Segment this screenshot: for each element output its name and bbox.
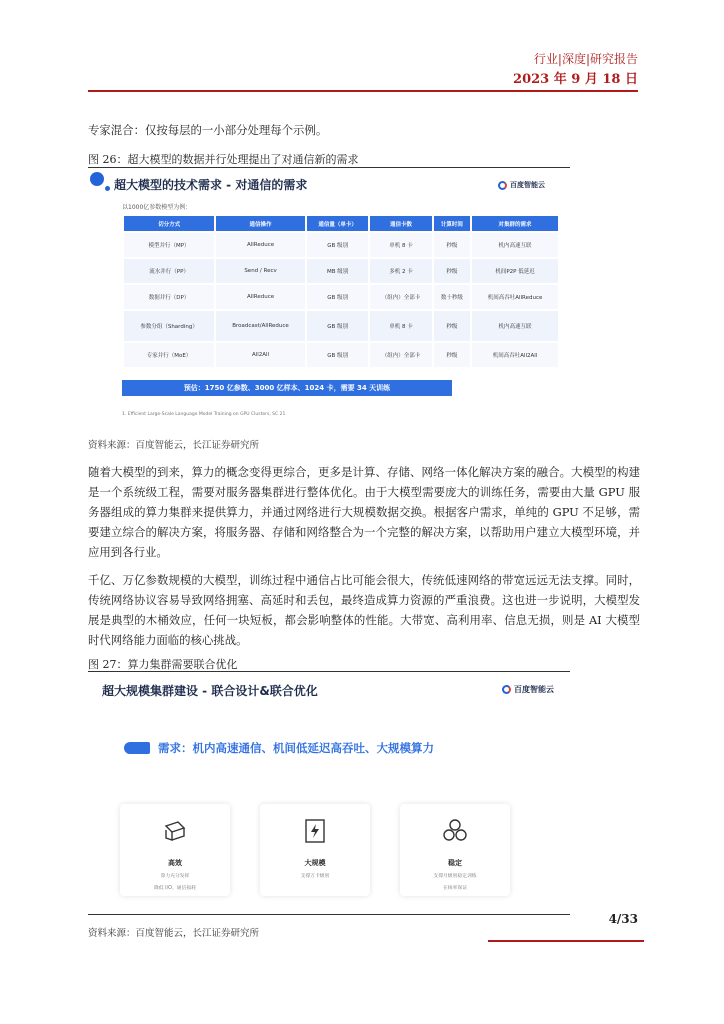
- report-date: 2023 年 9 月 18 日: [513, 72, 638, 87]
- need-statement: [124, 740, 434, 756]
- card-desc: 支撑万卡级别: [300, 874, 330, 879]
- paragraph-2: 千亿、万亿参数规模的大模型，训练过程中通信占比可能会很大，传统低速网络的带宽远远无法支撑。同时，传统网络协议容易导致网络拥塞、高延时和丢包，最终造成算力资源的严重浪费。这也进一步说明，大模型发展是典型的木桶效应，任何一块短板，都会影响整体的性能。大带宽、高利用率、信息无损，则是 AI 大模型时代网络能力面临的核心挑战。: [88, 573, 640, 647]
- card-desc: 降低 I/O、通信损耗: [154, 886, 196, 891]
- figure-27-image: [90, 674, 568, 906]
- network-nodes-icon: [440, 816, 470, 846]
- table-cell: 数十秒级: [434, 285, 470, 309]
- page-number: 4/33: [608, 912, 638, 926]
- table-header: 通信卡数: [370, 216, 431, 231]
- table-cell: Broadcast/AllReduce: [216, 311, 305, 341]
- card-title: 大规模: [304, 859, 326, 867]
- table-cell: 秒级: [434, 233, 470, 257]
- table-cell: 数据并行（DP）: [124, 285, 214, 309]
- card-title: 稳定: [448, 859, 462, 867]
- table-cell: AllReduce: [216, 285, 305, 309]
- figure-26-source: 资料来源：百度智能云，长江证券研究所: [88, 440, 260, 451]
- figure-27-source: 资料来源：百度智能云，长江证券研究所: [88, 928, 260, 939]
- layers-icon: [160, 816, 190, 846]
- figure-27-title: 超大规模集群建设 - 联合设计&联合优化: [102, 684, 318, 698]
- table-cell: GB 级别: [307, 285, 368, 309]
- table-cell: 机间P2P 低延迟: [472, 259, 558, 283]
- table-cell: 专家并行（MoE）: [124, 343, 214, 367]
- figure-26-reference: 1. Efficient Large-Scale Language Model Training on GPU Clusters, SC 21: [122, 412, 286, 417]
- baidu-cloud-logo-icon: [498, 181, 507, 190]
- table-cell: 机间高吞吐AllReduce: [472, 285, 558, 309]
- table-row: [124, 233, 558, 257]
- figure-26-subtitle: 以1000亿参数模型为例：: [122, 204, 192, 211]
- card-title: 高效: [168, 859, 182, 867]
- estimate-banner: 预估：1750 亿参数、3000 亿样本、1024 卡，需要 34 天训练: [122, 380, 452, 396]
- table-cell: （组内）全部卡: [370, 285, 431, 309]
- table-cell: 机内高速互联: [472, 311, 558, 341]
- bullet-dot-small-icon: [105, 186, 110, 191]
- table-cell: 机间高吞吐All2All: [472, 343, 558, 367]
- table-cell: Send / Recv: [216, 259, 305, 283]
- table-row: [124, 259, 558, 283]
- figure-27-caption: 图 27：算力集群需要联合优化: [88, 658, 238, 671]
- table-cell: 秒级: [434, 311, 470, 341]
- table-cell: GB 级别: [307, 311, 368, 341]
- table-row: [124, 343, 558, 367]
- table-cell: 模型并行（MP）: [124, 233, 214, 257]
- table-cell: 单机 8 卡: [370, 233, 431, 257]
- table-header: 通信操作: [216, 216, 305, 231]
- header-divider: [88, 90, 638, 92]
- table-cell: （组内）全部卡: [370, 343, 431, 367]
- table-header: 通信量（单卡）: [307, 216, 368, 231]
- figure-26-caption: 图 26：超大模型的数据并行处理提出了对通信新的需求: [88, 153, 359, 166]
- comm-requirements-table: [122, 214, 560, 369]
- pointing-hand-icon: [124, 742, 150, 754]
- figure-26-rule: [88, 167, 570, 168]
- card-desc: 在线率保证: [443, 886, 467, 891]
- card-large-scale: [260, 804, 370, 896]
- table-header: 切分方式: [124, 216, 214, 231]
- card-desc: 算力充分发挥: [160, 874, 190, 879]
- paragraph-1: 随着大模型的到来，算力的概念变得更综合，更多是计算、存储、网络一体化解决方案的融合。大模型的构建是一个系统级工程，需要对服务器集群进行整体优化。由于大模型需要庞大的训练任务，需要由大量 GPU 服务器组成的算力集群来提供算力，并通过网络进行大规模数据交换。根据客户需求，单纯的 GPU 不足够，需要建立综合的解决方案，将服务器、存储和网络整合为一个完整的解决方案，以帮助用户建立大模型环境，并应用到各行业。: [88, 465, 640, 559]
- table-cell: 机内高速互联: [472, 233, 558, 257]
- table-cell: AllReduce: [216, 233, 305, 257]
- need-text: 需求：机内高速通信、机间低延迟高吞吐、大规模算力: [158, 741, 434, 755]
- table-header-row: [124, 216, 558, 231]
- table-row: [124, 285, 558, 309]
- figure-27-bottom-rule: [88, 914, 570, 915]
- table-cell: 秒级: [434, 343, 470, 367]
- table-cell: 多机 2 卡: [370, 259, 431, 283]
- figure-26-title: 超大模型的技术需求 - 对通信的需求: [114, 178, 308, 192]
- figure-26-image: [90, 170, 568, 428]
- card-stable: [400, 804, 510, 896]
- table-header: 对集群的需求: [472, 216, 558, 231]
- table-cell: 参数分组（Sharding）: [124, 311, 214, 341]
- baidu-cloud-logo: 百度智能云: [498, 180, 545, 190]
- intro-text: 专家混合：仅按每层的一小部分处理每个示例。: [88, 123, 328, 137]
- table-cell: All2All: [216, 343, 305, 367]
- card-desc: 支撑月级别稳定训练: [433, 874, 477, 879]
- card-efficient: [120, 804, 230, 896]
- table-row: [124, 311, 558, 341]
- table-header: 计算时间: [434, 216, 470, 231]
- bullet-dot-icon: [90, 172, 104, 186]
- table-cell: 单机 8 卡: [370, 311, 431, 341]
- lightning-icon: [300, 816, 330, 846]
- table-cell: 流水并行（PP）: [124, 259, 214, 283]
- table-cell: GB 级别: [307, 233, 368, 257]
- figure-27-rule: [88, 671, 570, 672]
- table-cell: MB 级别: [307, 259, 368, 283]
- baidu-cloud-logo-icon: [502, 685, 511, 694]
- table-cell: GB 级别: [307, 343, 368, 367]
- footer-divider: [488, 940, 644, 942]
- report-type: 行业|深度|研究报告: [533, 52, 638, 66]
- baidu-cloud-logo: 百度智能云: [502, 684, 554, 695]
- table-cell: 秒级: [434, 259, 470, 283]
